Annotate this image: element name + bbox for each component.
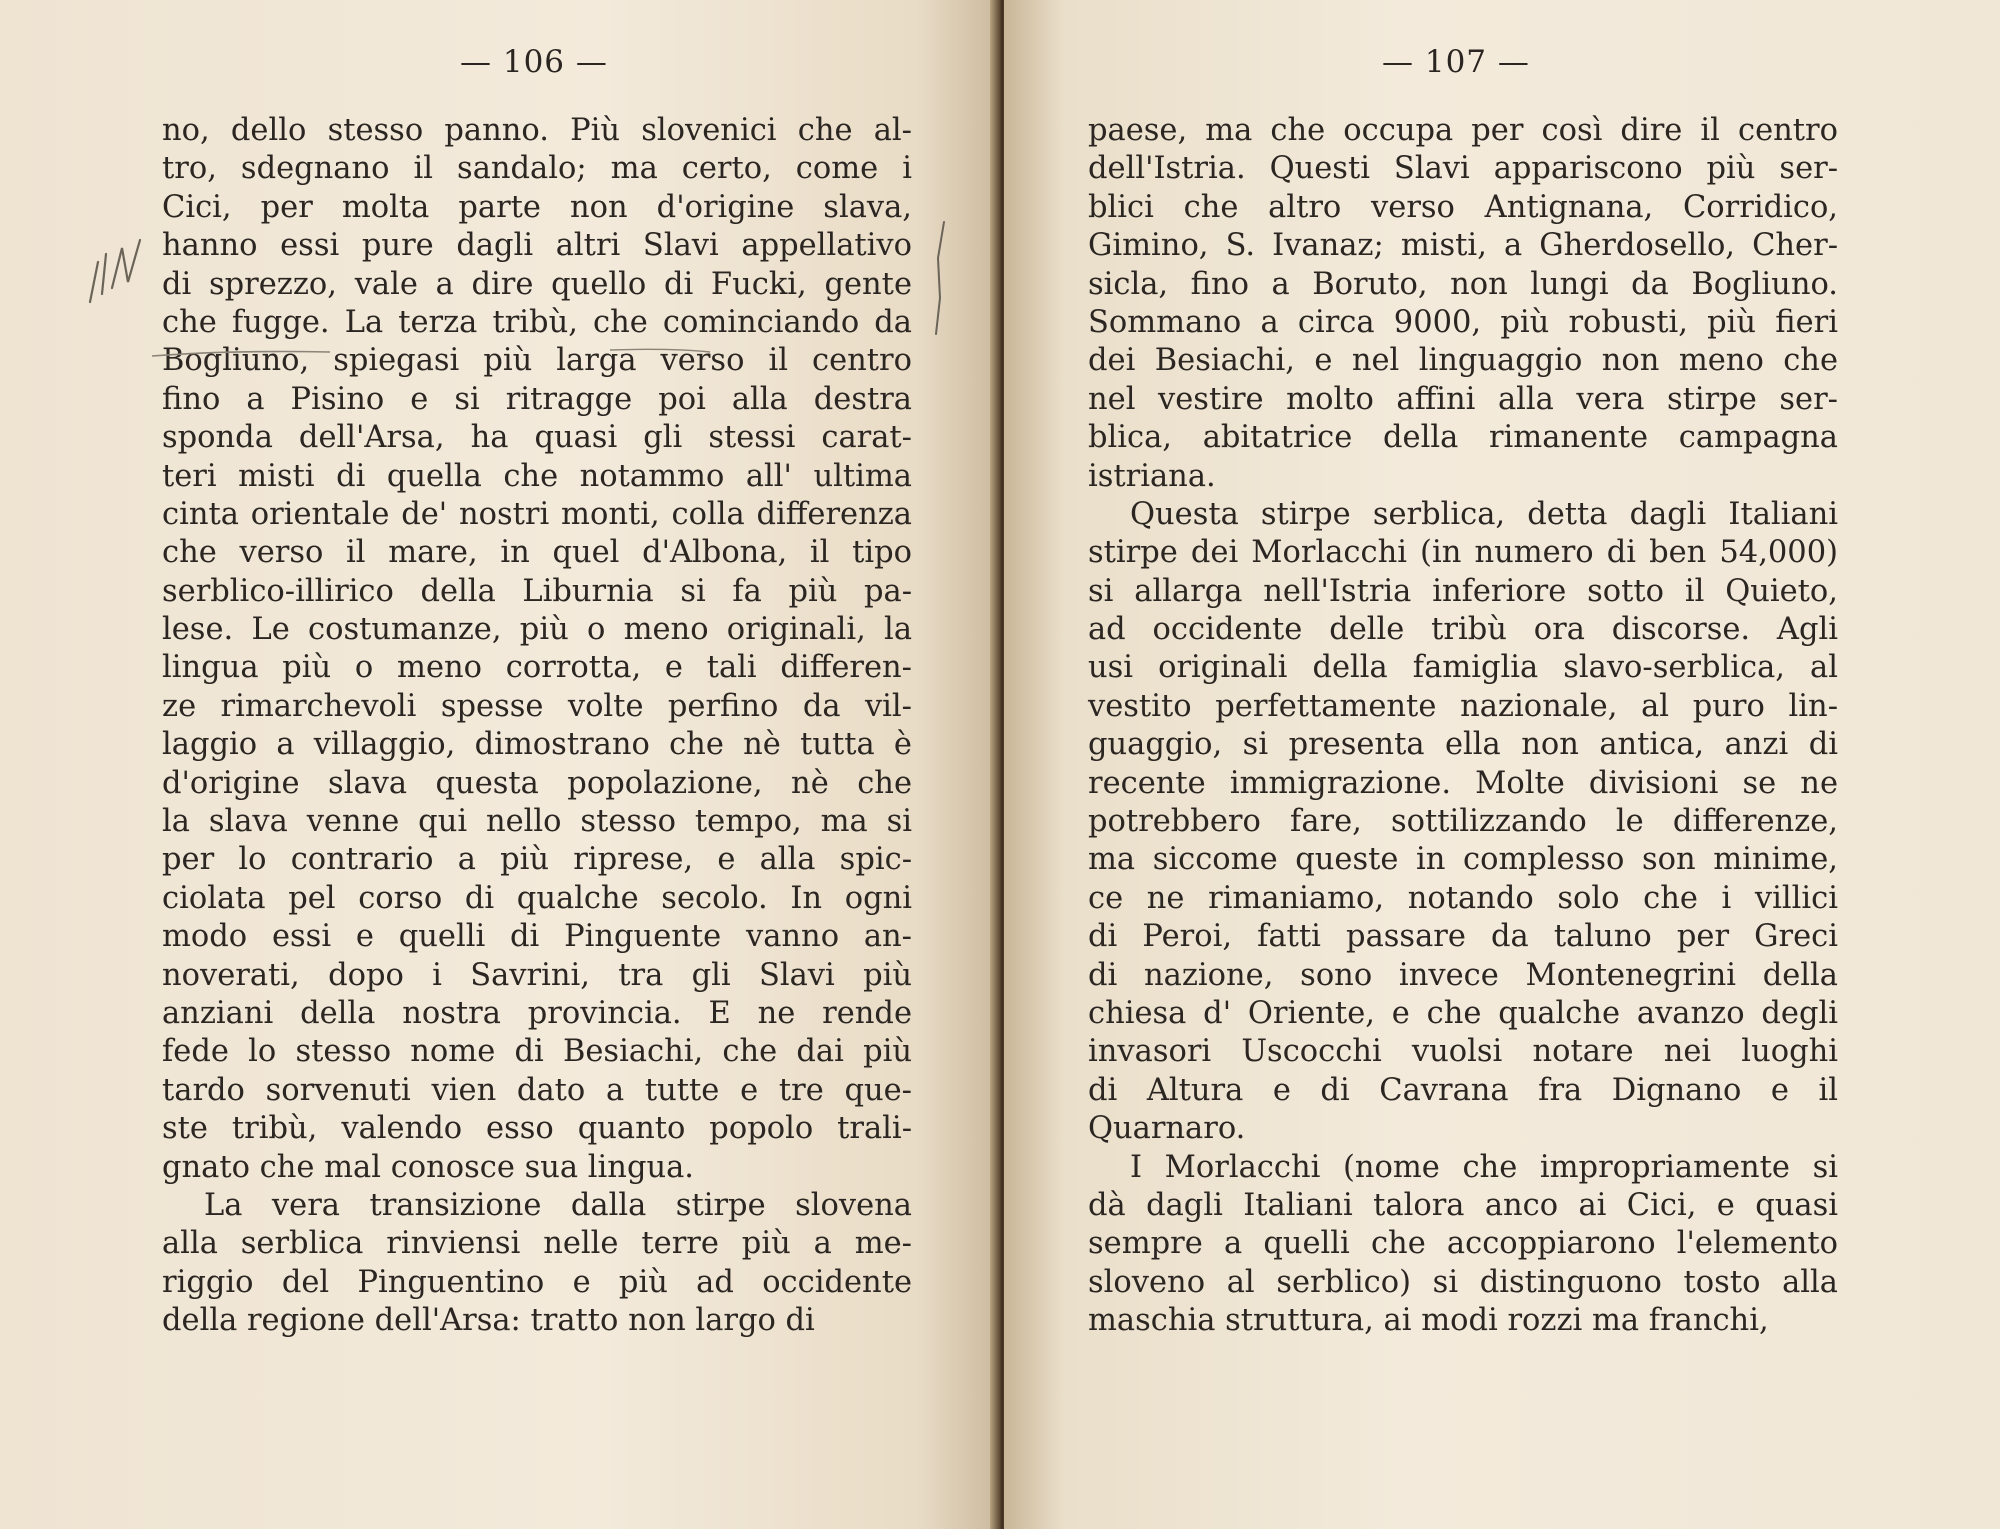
text-line: guaggio, si presenta ella non antica, anzi di <box>1088 727 1838 763</box>
text-line: che fugge. La terza tribù, che cominciando da <box>162 304 912 340</box>
body-text <box>1088 112 1838 1341</box>
text-line: ciolata pel corso di qualche secolo. In ogni <box>162 880 912 916</box>
text-line: ze rimarchevoli spesse volte perfino da vil- <box>162 688 912 724</box>
text-line: La vera transizione dalla stirpe slovena <box>204 1187 912 1223</box>
text-line: tardo sorvenuti vien dato a tutte e tre que- <box>162 1072 912 1108</box>
text-line: invasori Uscocchi vuolsi notare nei luoghi <box>1088 1034 1838 1070</box>
text-line: chiesa d' Oriente, e che qualche avanzo degli <box>1088 995 1838 1031</box>
text-line: I Morlacchi (nome che impropriamente si <box>1130 1149 1838 1185</box>
text-line: Cici, per molta parte non d'origine slava, <box>162 189 912 225</box>
text-line: blica, abitatrice della rimanente campagna <box>1088 420 1838 456</box>
text-line: maschia struttura, ai modi rozzi ma franchi, <box>1088 1303 1769 1339</box>
text-line: sloveno al serblico) si distinguono tosto alla <box>1088 1264 1838 1300</box>
page-number: — 106 — <box>460 44 608 80</box>
text-line: noverati, dopo i Savrini, tra gli Slavi più <box>162 957 912 993</box>
text-line: alla serblica rinviensi nelle terre più a me- <box>162 1226 912 1262</box>
text-line: modo essi e quelli di Pinguente vanno an- <box>162 919 912 955</box>
text-line: della regione dell'Arsa: tratto non largo di <box>162 1303 815 1339</box>
text-line: ce ne rimaniamo, notando solo che i villici <box>1088 880 1838 916</box>
text-line: fede lo stesso nome di Besiachi, che dai più <box>162 1034 912 1070</box>
text-line: di Peroi, fatti passare da taluno per Greci <box>1088 919 1838 955</box>
text-line: Quarnaro. <box>1088 1111 1246 1147</box>
text-line: gnato che mal conosce sua lingua. <box>162 1149 694 1185</box>
text-line: laggio a villaggio, dimostrano che nè tutta è <box>162 727 912 763</box>
text-line: ste tribù, valendo esso quanto popolo trali- <box>162 1111 912 1147</box>
text-line: serblico-illirico della Liburnia si fa più pa- <box>162 573 912 609</box>
text-line: di Altura e di Cavrana fra Dignano e il <box>1088 1072 1838 1108</box>
text-line: tro, sdegnano il sandalo; ma certo, come i <box>162 151 912 187</box>
text-line: anziani della nostra provincia. E ne rende <box>162 995 912 1031</box>
right-page <box>1004 0 2000 1529</box>
text-line: sponda dell'Arsa, ha quasi gli stessi carat- <box>162 420 912 456</box>
text-line: stirpe dei Morlacchi (in numero di ben 54,000) <box>1088 535 1838 571</box>
text-line: si allarga nell'Istria inferiore sotto il Quieto, <box>1088 573 1838 609</box>
text-line: hanno essi pure dagli altri Slavi appellativo <box>162 228 912 264</box>
text-line: potrebbero fare, sottilizzando le differenze, <box>1088 804 1838 840</box>
text-line: Sommano a circa 9000, più robusti, più fieri <box>1088 304 1838 340</box>
text-line: usi originali della famiglia slavo-serblica, al <box>1088 650 1838 686</box>
text-line: Bogliuno, spiegasi più larga verso il centro <box>162 343 912 379</box>
text-line: sicla, fino a Boruto, non lungi da Bogliuno. <box>1088 266 1838 302</box>
text-line: nel vestire molto affini alla vera stirpe ser- <box>1088 381 1838 417</box>
text-line: d'origine slava questa popolazione, nè che <box>162 765 912 801</box>
text-line: recente immigrazione. Molte divisioni se ne <box>1088 765 1838 801</box>
text-line: sempre a quelli che accoppiarono l'elemento <box>1088 1226 1838 1262</box>
text-line: per lo contrario a più riprese, e alla spic- <box>162 842 912 878</box>
text-line: lese. Le costumanze, più o meno originali, la <box>162 612 912 648</box>
text-line: vestito perfettamente nazionale, al puro lin- <box>1088 688 1838 724</box>
text-line: fino a Pisino e si ritragge poi alla destra <box>162 381 912 417</box>
text-line: dell'Istria. Questi Slavi appariscono più ser- <box>1088 151 1838 187</box>
text-line: la slava venne qui nello stesso tempo, ma si <box>162 804 912 840</box>
text-line: di nazione, sono invece Montenegrini della <box>1088 957 1838 993</box>
page-number: — 107 — <box>1382 44 1530 80</box>
text-line: no, dello stesso panno. Più slovenici che al- <box>162 113 912 148</box>
text-line: lingua più o meno corrotta, e tali differen- <box>162 650 912 686</box>
text-line: che verso il mare, in quel d'Albona, il tipo <box>162 535 912 571</box>
text-line: Questa stirpe serblica, detta dagli Italiani <box>1130 496 1838 532</box>
text-line: dei Besiachi, e nel linguaggio non meno che <box>1088 343 1838 379</box>
text-line: istriana. <box>1088 458 1216 494</box>
text-line: dà dagli Italiani talora anco ai Cici, e quasi <box>1088 1187 1838 1223</box>
text-line: Gimino, S. Ivanaz; misti, a Gherdosello, Cher- <box>1088 228 1838 264</box>
left-page <box>0 0 996 1529</box>
text-line: paese, ma che occupa per così dire il centro <box>1088 113 1838 148</box>
text-line: teri misti di quella che notammo all' ultima <box>162 458 912 494</box>
text-line: blici che altro verso Antignana, Corridico, <box>1088 189 1838 225</box>
text-line: di sprezzo, vale a dire quello di Fucki, gente <box>162 266 912 302</box>
text-line: ma siccome queste in complesso son minime, <box>1088 842 1838 878</box>
pencil-margin-mark <box>84 232 154 322</box>
body-text <box>162 112 912 1341</box>
text-line: riggio del Pinguentino e più ad occidente <box>162 1264 912 1300</box>
text-line: ad occidente delle tribù ora discorse. Agli <box>1088 612 1838 648</box>
pencil-underline-mark <box>150 346 790 360</box>
pencil-bracket-mark <box>930 218 950 338</box>
text-line: cinta orientale de' nostri monti, colla differenza <box>162 496 912 532</box>
